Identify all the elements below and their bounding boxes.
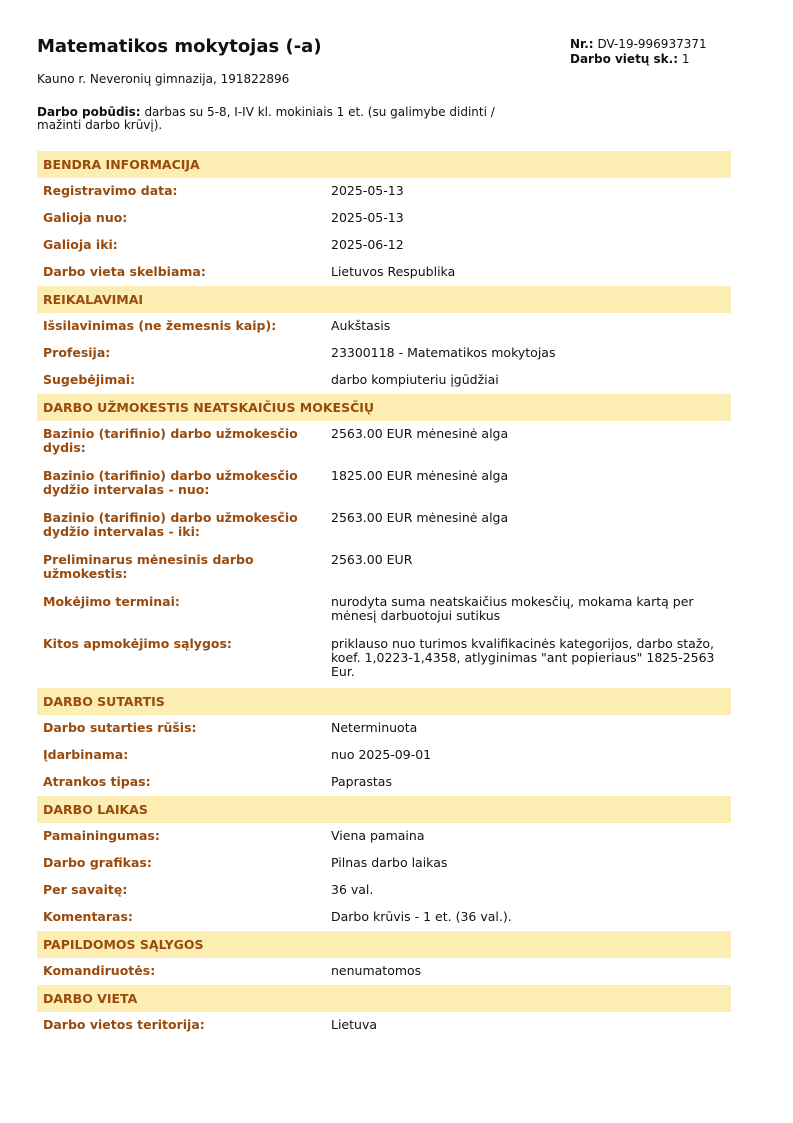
row-label: Komandiruotės:: [43, 963, 156, 978]
row-value: Paprastas: [331, 774, 392, 789]
row-label: Darbo grafikas:: [43, 855, 152, 870]
posting-number: [570, 37, 707, 52]
row-value: darbo kompiuteriu įgūdžiai: [331, 372, 499, 387]
row-label: Preliminarus mėnesinis darbo užmokestis:: [43, 552, 254, 581]
row-value: 2563.00 EUR: [331, 552, 413, 567]
table-row: [37, 547, 731, 589]
table-row: [37, 313, 731, 340]
section-salary: [37, 394, 731, 688]
posting-number-label: Nr.:: [570, 37, 594, 51]
row-value: 2025-06-12: [331, 237, 404, 252]
row-label: Per savaitę:: [43, 882, 128, 897]
row-value: Neterminuota: [331, 720, 418, 735]
row-label: Bazinio (tarifinio) darbo užmokesčio dydžio intervalas - nuo:: [43, 468, 298, 497]
section-header: DARBO SUTARTIS: [37, 688, 731, 715]
row-value: Lietuva: [331, 1017, 378, 1032]
row-value: nuo 2025-09-01: [331, 747, 432, 762]
row-label: Pamainingumas:: [43, 828, 160, 843]
section-header: REIKALAVIMAI: [37, 286, 731, 313]
row-label: Galioja iki:: [43, 237, 118, 252]
row-value: priklauso nuo turimos kvalifikacinės kategorijos, darbo stažo, koef. 1,0223-1,4358, atlyginimas "ant popieriaus" 1825-2563 Eur.: [331, 636, 715, 679]
row-value: 23300118 - Matematikos mokytojas: [331, 345, 556, 360]
table-row: [37, 769, 731, 796]
row-label: Registravimo data:: [43, 183, 178, 198]
row-label: Darbo vieta skelbiama:: [43, 264, 206, 279]
table-row: [37, 259, 731, 286]
row-label: Bazinio (tarifinio) darbo užmokesčio dydis:: [43, 426, 298, 455]
posting-number-value: DV-19-996937371: [597, 37, 707, 51]
row-label: Mokėjimo terminai:: [43, 594, 180, 609]
table-row: [37, 850, 731, 877]
section-working-time: [37, 796, 731, 931]
row-label: Kitos apmokėjimo sąlygos:: [43, 636, 232, 651]
row-value: 1825.00 EUR mėnesinė alga: [331, 468, 509, 483]
table-row: [37, 205, 731, 232]
table-row: [37, 1012, 731, 1039]
seats-count-value: 1: [681, 52, 690, 66]
row-value: 2563.00 EUR mėnesinė alga: [331, 510, 509, 525]
sections: [37, 151, 731, 1039]
table-row: [37, 421, 731, 463]
row-label: Galioja nuo:: [43, 210, 128, 225]
section-workplace: [37, 985, 731, 1039]
section-additional-conditions: [37, 931, 731, 985]
row-value: 2025-05-13: [331, 183, 404, 198]
row-value: Aukštasis: [331, 318, 391, 333]
row-value: 2563.00 EUR mėnesinė alga: [331, 426, 509, 441]
row-label: Profesija:: [43, 345, 111, 360]
seats-count-label: Darbo vietų sk.:: [570, 52, 678, 66]
row-label: Išsilavinimas (ne žemesnis kaip):: [43, 318, 277, 333]
row-label: Bazinio (tarifinio) darbo užmokesčio dydžio intervalas - iki:: [43, 510, 298, 539]
row-label: Įdarbinama:: [43, 747, 129, 762]
table-row: [37, 178, 731, 205]
row-value: 2025-05-13: [331, 210, 404, 225]
job-nature-label: Darbo pobūdis:: [37, 105, 141, 119]
row-label: Sugebėjimai:: [43, 372, 136, 387]
section-requirements: [37, 286, 731, 394]
section-header: DARBO VIETA: [37, 985, 731, 1012]
table-row: [37, 742, 731, 769]
table-row: [37, 367, 731, 394]
table-row: [37, 715, 731, 742]
table-row: [37, 463, 731, 505]
section-header: DARBO LAIKAS: [37, 796, 731, 823]
row-value: Pilnas darbo laikas: [331, 855, 448, 870]
table-row: [37, 505, 731, 547]
job-title: Matematikos mokytojas (-a): [37, 36, 322, 57]
row-label: Darbo vietos teritorija:: [43, 1017, 205, 1032]
section-header: DARBO UŽMOKESTIS NEATSKAIČIUS MOKESČIŲ: [37, 394, 731, 421]
row-value: nurodyta suma neatskaičius mokesčių, mokama kartą per mėnesį darbuotojui sutikus: [331, 594, 694, 623]
row-label: Komentaras:: [43, 909, 133, 924]
row-value: Viena pamaina: [331, 828, 425, 843]
table-row: [37, 232, 731, 259]
row-value: 36 val.: [331, 882, 374, 897]
job-nature-value: darbas su 5-8, I-IV kl. mokiniais 1 et. (su galimybe didinti / mažinti darbo krūvį).: [37, 105, 495, 132]
table-row: [37, 589, 731, 631]
section-general-info: [37, 151, 731, 286]
table-row: [37, 823, 731, 850]
table-row: [37, 631, 731, 688]
section-contract: [37, 688, 731, 796]
posting-meta: [570, 37, 707, 67]
table-row: [37, 904, 731, 931]
row-value: nenumatomos: [331, 963, 422, 978]
job-nature: [37, 106, 517, 132]
employer-name: Kauno r. Neveronių gimnazija, 191822896: [37, 72, 290, 86]
row-label: Darbo sutarties rūšis:: [43, 720, 197, 735]
table-row: [37, 877, 731, 904]
section-header: PAPILDOMOS SĄLYGOS: [37, 931, 731, 958]
table-row: [37, 340, 731, 367]
seats-count: [570, 52, 707, 67]
row-value: Lietuvos Respublika: [331, 264, 456, 279]
table-row: [37, 958, 731, 985]
row-label: Atrankos tipas:: [43, 774, 151, 789]
section-header: BENDRA INFORMACIJA: [37, 151, 731, 178]
row-value: Darbo krūvis - 1 et. (36 val.).: [331, 909, 512, 924]
